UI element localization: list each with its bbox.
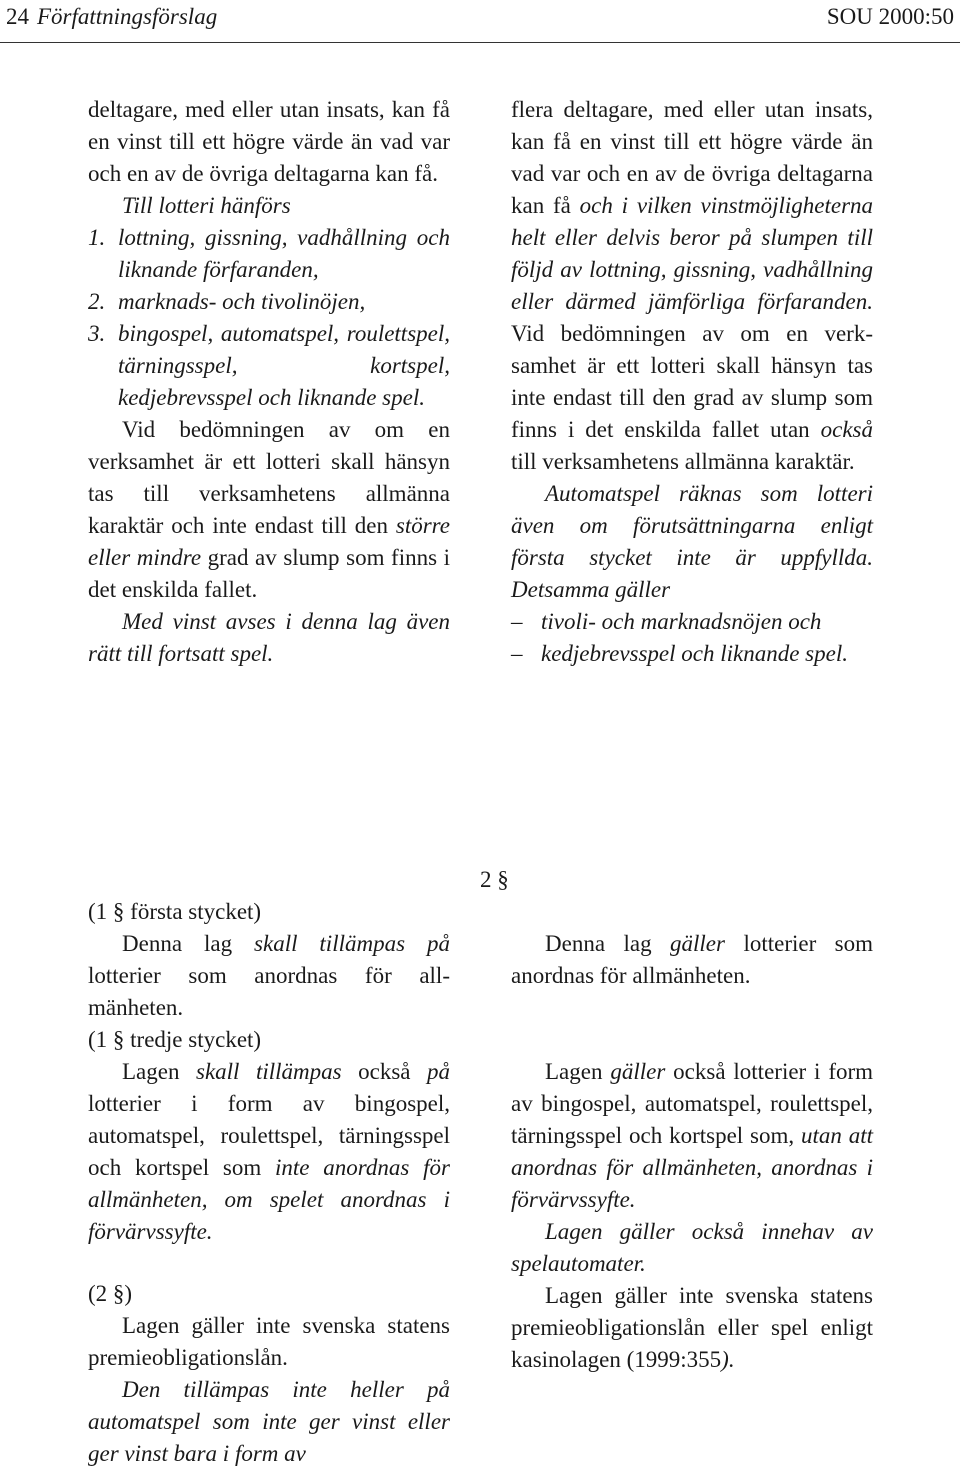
dash-list-item: – kedjebrevsspel och liknande spel. [511, 641, 848, 666]
paragraph: Denna lag skall tillämpas på lotterier som anordnas för allmänheten. [88, 931, 450, 1020]
paragraph: Lagen gäller också innehav av spelautomater. [511, 1219, 873, 1276]
paragraph: deltagare, med eller utan insats, kan få en vinst till ett högre värde än vad var och en av de övriga deltagarna kan få. [88, 97, 450, 186]
paragraph: flera deltagare, med eller utan insats, kan få en vinst till ett högre värde än vad var och en av de övriga deltagarna kan få och i vilken vinstmöjligheterna helt eller delvis beror på slumpen till följd av lottning, gissning, vadhållning eller därmed jämförliga förfaranden. Vid bedömningen av om en verksamhet är ett lotteri skall hänsyn tas inte endast till den grad av slump som finns i det enskilda fallet utan också till verksamhetens allmänna karaktär. [511, 97, 874, 474]
dash-list-item: – tivoli- och marknadsnöjen och [511, 609, 822, 634]
paragraph-intro: Till lotteri hänförs [122, 193, 291, 218]
paragraph: Vid bedömningen av om en verksamhet är ett lotteri skall hänsyn tas till verksamhetens allmänna karaktär och inte endast till den större eller mindre grad av slump som finns i det enskilda fallet. [88, 417, 450, 602]
paragraph: Lagen gäller inte svenska statens premieobligationslån eller spel enligt kasinolagen (1999:355). [511, 1283, 873, 1372]
paragraph: Med vinst avses i denna lag även rätt till fortsatt spel. [88, 609, 450, 666]
list-item: 3. bingospel, automatspel, roulettspel, tärningsspel, kortspel, kedjebrevsspel och liknande spel. [88, 321, 450, 410]
chapter-title: Författningsförslag [37, 4, 218, 29]
paragraph: Lagen gäller inte svenska statens premieobligationslån. [88, 1313, 450, 1370]
proposed-law-column-bottom [511, 928, 873, 1376]
current-law-column-bottom [88, 896, 450, 1470]
current-law-column-top [88, 94, 450, 670]
reference: (1 § första stycket) [88, 899, 262, 924]
document-id: SOU 2000:50 [826, 4, 954, 29]
page-header [0, 0, 960, 44]
paragraph: Lagen skall tillämpas också på lotterier i form av bingospel, automatspel, roulettspel, tärningsspel och kortspel som inte anordnas för allmänheten, om spelet anordnas i förvärvssyfte. [88, 1059, 451, 1244]
page-number: 24 [6, 4, 29, 29]
header-rule [0, 42, 960, 43]
numbered-list [88, 222, 450, 414]
header-left [6, 4, 217, 30]
list-item: 1. lottning, gissning, vadhållning och liknande förfaranden, [88, 225, 450, 282]
paragraph: Denna lag gäller lotterier som anordnas för allmänheten. [511, 931, 874, 988]
paragraph: Automatspel räknas som lotteri även om förutsättningarna enligt första stycket inte är uppfyllda. Detsamma gäller [511, 481, 873, 602]
proposed-law-column-top [511, 94, 873, 670]
reference: (2 §) [88, 1281, 133, 1306]
section-heading: 2 § [480, 867, 509, 892]
paragraph: Den tillämpas inte heller på automatspel som inte ger vinst eller ger vinst bara i form av [88, 1377, 450, 1466]
list-item: 2. marknads- och tivolinöjen, [88, 289, 366, 314]
reference: (1 § tredje stycket) [88, 1027, 262, 1052]
paragraph: Lagen gäller också lotterier i form av bingospel, automatspel, roulettspel, tärningsspel och kortspel som, utan att anordnas för allmänheten, anordnas i förvärvssyfte. [511, 1059, 874, 1212]
